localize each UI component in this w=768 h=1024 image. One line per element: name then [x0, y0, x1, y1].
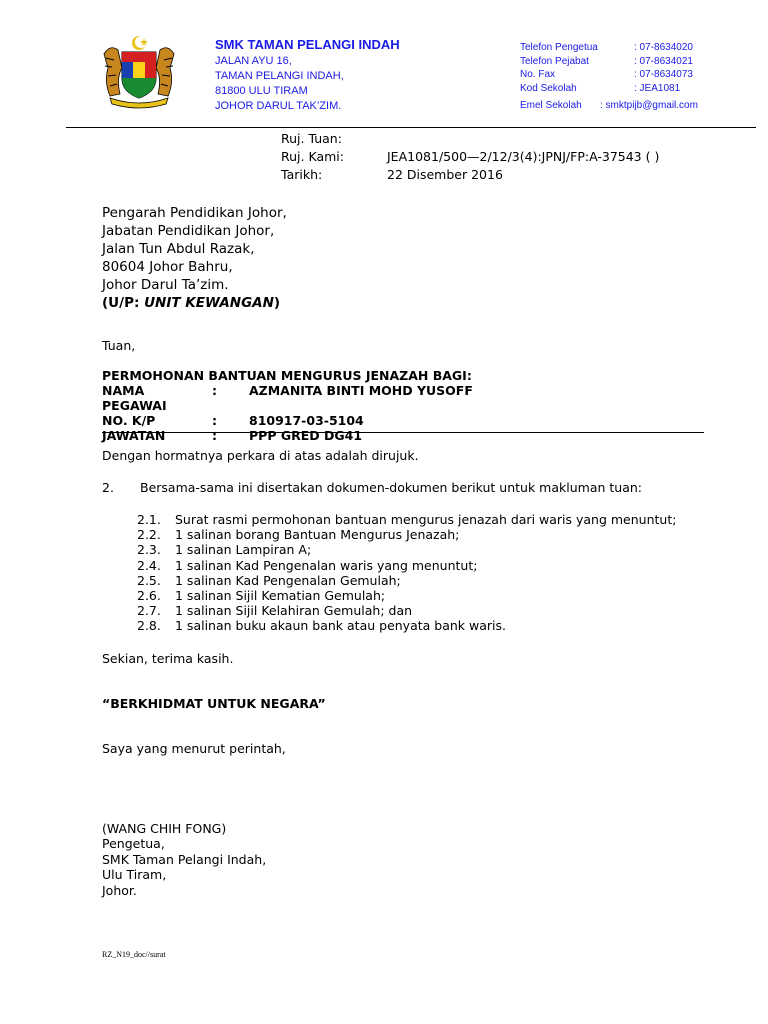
contact-value: : JEA1081 [634, 82, 681, 94]
attention-line [102, 294, 287, 312]
paragraph-text: Bersama-sama ini disertakan dokumen-dokumen berikut untuk makluman tuan: [140, 480, 643, 495]
attention-suffix: ) [273, 295, 281, 311]
footer-doc-code: RZ_N19_doc//surat [102, 950, 166, 959]
closing-line: Sekian, terima kasih. [102, 651, 234, 666]
school-header [215, 37, 400, 114]
ruj-tuan-row [281, 131, 659, 149]
email-value[interactable]: : smktpijb@gmail.com [600, 100, 698, 111]
subject-colon: : [212, 428, 217, 443]
contact-row [520, 56, 698, 70]
subject-value: 810917-03-5104 [249, 413, 364, 428]
signature-line: SMK Taman Pelangi Indah, [102, 851, 267, 867]
list-item [137, 527, 676, 542]
contact-label: Telefon Pejabat [520, 55, 589, 67]
list-text: 1 salinan Sijil Kelahiran Gemulah; dan [175, 603, 413, 619]
reference-block [281, 131, 659, 185]
subject-row [102, 428, 473, 443]
contact-label: Telefon Pengetua [520, 42, 598, 53]
contact-value: : 07-8634021 [634, 55, 693, 67]
ruj-kami-value: JEA1081/500—2/12/3(4):JPNJ/FP:A-37543 ( ) [387, 149, 660, 164]
list-item [137, 542, 676, 557]
subject-row [102, 383, 473, 413]
address-line: JALAN AYU 16, [215, 55, 292, 67]
list-number: 2.4. [137, 557, 161, 573]
address-line: JOHOR DARUL TAK’ZIM. [215, 100, 342, 112]
attention-unit: UNIT KEWANGAN [144, 295, 274, 311]
contact-label: No. Fax [520, 69, 556, 80]
paragraph-2 [102, 480, 642, 495]
subject-label: JAWATAN [102, 428, 166, 443]
contact-row [520, 69, 698, 83]
paragraph-1: Dengan hormatnya perkara di atas adalah dirujuk. [102, 448, 419, 463]
recipient-address [102, 204, 287, 312]
address-line: 81800 ULU TIRAM [215, 85, 308, 97]
contact-value: : 07-8634073 [634, 69, 693, 80]
list-number: 2.6. [137, 588, 161, 604]
list-text: 1 salinan borang Bantuan Mengurus Jenazah; [175, 527, 460, 543]
ruj-tuan-label: Ruj. Tuan: [281, 131, 342, 146]
tarikh-label: Tarikh: [281, 167, 323, 182]
subject-value: PPP GRED DG41 [249, 428, 363, 443]
signature-line: Ulu Tiram, [102, 867, 167, 883]
list-number: 2.8. [137, 618, 161, 634]
contact-row [520, 42, 698, 56]
list-item [137, 618, 676, 633]
list-text: 1 salinan Kad Pengenalan waris yang menuntut; [175, 557, 478, 573]
attention-prefix: (U/P: [102, 295, 145, 311]
ruj-kami-row [281, 149, 659, 167]
email-label: Emel Sekolah [520, 100, 582, 111]
recipient-line: Jabatan Pendidikan Johor, [102, 223, 275, 239]
list-text: 1 salinan Sijil Kematian Gemulah; [175, 588, 386, 604]
recipient-line: 80604 Johor Bahru, [102, 259, 233, 275]
list-number: 2.5. [137, 572, 161, 588]
list-item [137, 603, 676, 618]
list-item [137, 573, 676, 588]
subject-divider [102, 432, 704, 433]
state-crest-logo [100, 34, 178, 110]
list-text: 1 salinan Kad Pengenalan Gemulah; [175, 572, 401, 588]
list-number: 2.3. [137, 542, 161, 558]
signature-line: Johor. [102, 882, 137, 898]
list-number: 2.1. [137, 512, 161, 527]
recipient-line: Jalan Tun Abdul Razak, [102, 241, 255, 257]
list-item [137, 512, 676, 527]
salutation: Tuan, [102, 338, 136, 353]
contact-label: Kod Sekolah [520, 82, 577, 94]
motto: “BERKHIDMAT UNTUK NEGARA” [102, 696, 326, 711]
subject-colon: : [212, 383, 217, 398]
document-list [137, 512, 676, 634]
recipient-line: Pengarah Pendidikan Johor, [102, 205, 287, 221]
list-item [137, 558, 676, 573]
signatory-name: (WANG CHIH FONG) [102, 821, 227, 836]
contact-row [520, 83, 698, 97]
email-row [520, 100, 698, 114]
subject-value: AZMANITA BINTI MOHD YUSOFF [249, 383, 473, 398]
header-divider [66, 127, 756, 128]
subject-label: NO. K/P [102, 413, 156, 428]
subject-row [102, 413, 473, 428]
list-number: 2.7. [137, 603, 161, 619]
list-text: 1 salinan buku akaun bank atau penyata bank waris. [175, 618, 506, 634]
signoff-line: Saya yang menurut perintah, [102, 741, 286, 756]
contact-block [520, 42, 698, 114]
list-text: 1 salinan Lampiran A; [175, 542, 312, 558]
recipient-line: Johor Darul Ta’zim. [102, 277, 229, 293]
subject-label: NAMA PEGAWAI [102, 383, 167, 413]
list-number: 2.2. [137, 527, 161, 543]
contact-value: : 07-8634020 [634, 42, 693, 53]
paragraph-number: 2. [102, 480, 114, 495]
signature-line: Pengetua, [102, 836, 165, 852]
ruj-kami-label: Ruj. Kami: [281, 149, 344, 164]
subject-heading: PERMOHONAN BANTUAN MENGURUS JENAZAH BAGI: [102, 368, 472, 383]
school-name: SMK TAMAN PELANGI INDAH [215, 37, 400, 52]
address-line: TAMAN PELANGI INDAH, [215, 70, 344, 82]
tarikh-value: 22 Disember 2016 [387, 167, 503, 182]
signature-block [102, 821, 266, 898]
list-item [137, 588, 676, 603]
subject-colon: : [212, 413, 217, 428]
tarikh-row [281, 167, 659, 185]
list-text: Surat rasmi permohonan bantuan mengurus jenazah dari waris yang menuntut; [175, 512, 677, 527]
